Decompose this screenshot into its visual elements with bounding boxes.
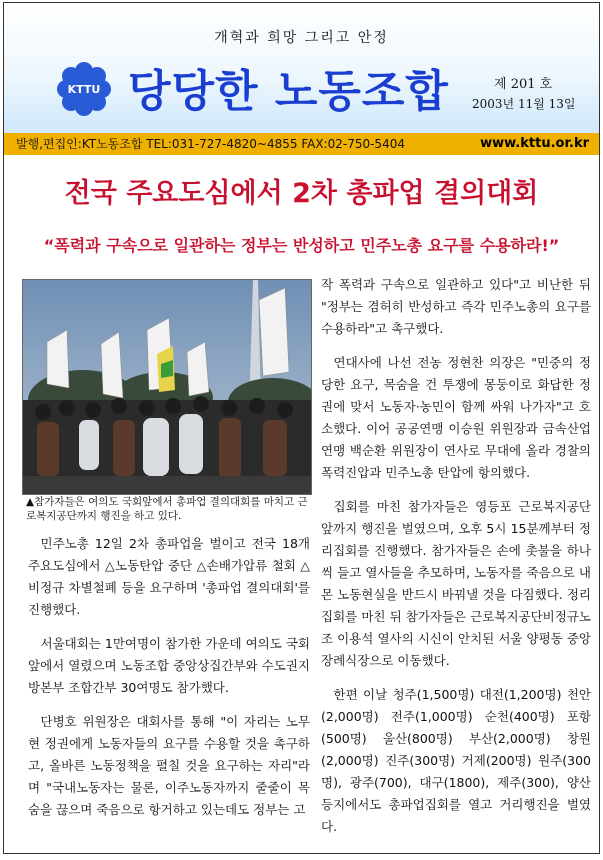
article-column-right	[321, 274, 591, 850]
article-subhead: “폭력과 구속으로 일관하는 정부는 반성하고 민주노총 요구를 수용하라!”	[43, 236, 560, 255]
kttu-logo-icon	[56, 61, 112, 117]
publisher-info: 발행,편집인:KT노동조합 TEL:031-727-4820~4855 FAX:02-750-5404	[16, 137, 405, 151]
paragraph: 집회를 마친 참가자들은 영등포 근로복지공단 앞까지 행진을 벌였으며, 오후 5시 15분께부터 정리집회를 진행했다. 참가자들은 손에 촛불을 하나씩 들고 열사들을 추모하며, 노동자를 죽음으로 내몬 노동현실을 반드시 바꿔낼 것을 다짐했다. 정리집회를 마친 뒤 참가자들은 근로복지공단비정규노조 이용석 열사의 시신이 안치된 서울 양평동 중앙장례식장으로 이동했다.	[321, 499, 591, 668]
paragraph: 작 폭력과 구속으로 일관하고 있다"고 비난한 뒤 "정부는 겸허히 반성하고 즉각 민주노총의 요구를 수용하라"고 촉구했다.	[321, 277, 591, 336]
website-link[interactable]: www.kttu.or.kr	[480, 136, 589, 151]
issue-date: 2003년 11월 13일	[472, 97, 576, 111]
issue-number: 제 201 호	[494, 77, 553, 92]
slogan: 개혁과 희망 그리고 안정	[214, 30, 389, 46]
masthead	[4, 3, 599, 133]
paragraph: 민주노총 12일 2차 총파업을 벌이고 전국 18개 주요도심에서 △노동탄압 중단 △손배가압류 철회 △비정규 차별철폐 등을 요구하며 '총파업 결의대회'를 진행했다.	[28, 536, 310, 617]
rally-photo	[22, 279, 312, 495]
article-headline: 전국 주요도심에서 2차 총파업 결의대회	[64, 178, 539, 209]
newsletter-title: 당당한 노동조합	[128, 66, 449, 117]
paragraph: 한편 이날 청주(1,500명) 대전(1,200명) 천안(2,000명) 전주(1,000명) 순천(400명) 포항(500명) 울산(800명) 부산(2,000명) 창원(2,000명) 진주(300명) 거제(200명) 원주(300명), 광주(700), 대구(1800), 제주(300), 양산 등지에서도 총파업집회를 열고 거리행진을 벌였다.	[321, 687, 591, 834]
paragraph: 서울대회는 1만여명이 참가한 가운데 여의도 국회앞에서 열렸으며 노동조합 중앙상집간부와 수도권지방본부 조합간부 30여명도 참가했다.	[28, 636, 310, 695]
photo-caption: ▲참가자들은 여의도 국회앞에서 총파업 결의대회를 마치고 근로복지공단까지 행진을 하고 있다.	[26, 496, 308, 522]
logo-text: KTTU	[67, 83, 101, 96]
paragraph: 연대사에 나선 전농 정현찬 의장은 "민중의 정당한 요구, 목숨을 건 투쟁에 몽둥이로 화답한 정권에 맞서 노동자·농민이 함께 싸워 나가자"고 호소했다. 이어 공공연맹 이승원 위원장과 금속산업연맹 백순환 위원장이 연사로 무대에 올라 경찰의 폭력진압과 민주노총 탄압에 항의했다.	[321, 355, 591, 480]
publisher-bar	[4, 133, 599, 155]
paragraph: 단병호 위원장은 대회사를 통해 "이 자리는 노무현 정권에게 노동자들의 요구를 수용할 것을 촉구하고, 올바른 노동정책을 펼칠 것을 요구하는 자리"라며 "국내노동자는 물론, 이주노동자까지 줄줄이 목숨을 끊으며 죽음으로 항거하고 있는데도 정부는 고	[28, 714, 310, 817]
article-column-left	[28, 533, 310, 833]
newsletter-page	[3, 2, 600, 854]
